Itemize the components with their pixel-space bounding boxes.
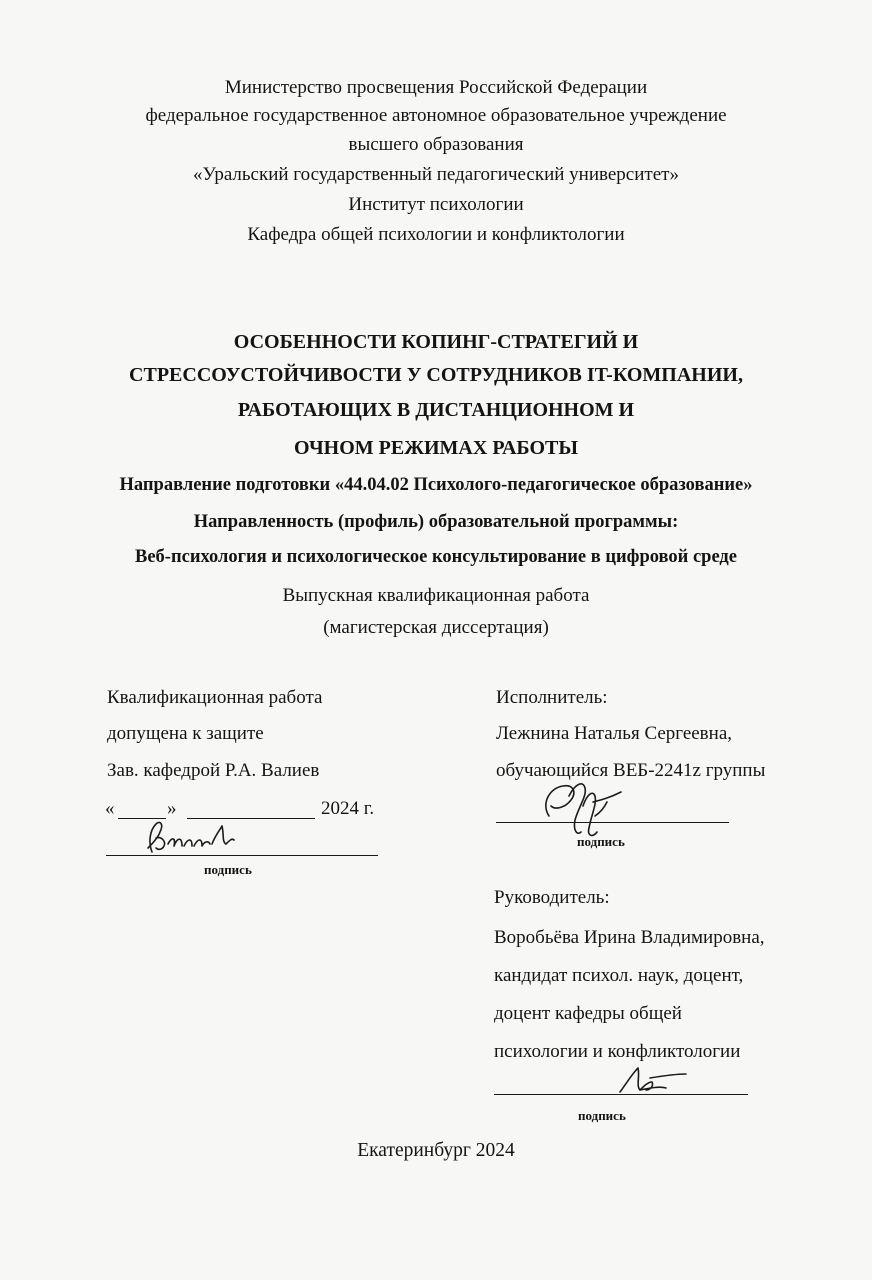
supervisor-position-2: психологии и конфликтологии <box>494 1041 741 1062</box>
supervisor-label: Руководитель: <box>494 887 610 908</box>
executor-name: Лежнина Наталья Сергеевна, <box>496 723 733 744</box>
department-line: Кафедра общей психологии и конфликтологии <box>247 224 625 245</box>
education-level-line: высшего образования <box>348 134 524 155</box>
date-close-quote: » <box>167 798 177 819</box>
head-signature-caption: подпись <box>204 862 252 877</box>
supervisor-signature-line <box>494 1094 748 1095</box>
institution-type-line: федеральное государственное автономное образовательное учреждение <box>145 105 727 126</box>
executor-signature-caption: подпись <box>577 834 625 849</box>
work-type-line-2: (магистерская диссертация) <box>323 617 549 638</box>
program-direction: Направление подготовки «44.04.02 Психолого-педагогическое образование» <box>119 475 753 495</box>
thesis-title-line-3: РАБОТАЮЩИХ В ДИСТАНЦИОННОМ И <box>237 399 635 421</box>
thesis-title-line-1: ОСОБЕННОСТИ КОПИНГ-СТРАТЕГИЙ И <box>233 331 639 353</box>
admission-line-1: Квалификационная работа <box>107 687 323 708</box>
executor-signature-line <box>496 822 729 823</box>
executor-label: Исполнитель: <box>496 687 608 708</box>
supervisor-name: Воробьёва Ирина Владимировна, <box>494 927 765 948</box>
admission-head: Зав. кафедрой Р.А. Валиев <box>107 760 320 781</box>
supervisor-degree: кандидат психол. наук, доцент, <box>494 965 744 986</box>
thesis-title-line-2: СТРЕССОУСТОЙЧИВОСТИ У СОТРУДНИКОВ IT-КОМПАНИИ, <box>129 364 743 386</box>
executor-signature-icon <box>535 776 645 842</box>
supervisor-position-1: доцент кафедры общей <box>494 1003 682 1024</box>
executor-group: обучающийся ВЕБ-2241z группы <box>496 760 766 781</box>
work-type-line-1: Выпускная квалификационная работа <box>282 585 590 606</box>
university-line: «Уральский государственный педагогический университет» <box>193 164 679 185</box>
program-profile-name: Веб-психология и психологическое консультирование в цифровой среде <box>134 547 737 567</box>
date-open-quote: « <box>105 798 115 819</box>
supervisor-signature-icon <box>610 1060 700 1098</box>
head-signature-line <box>106 855 378 856</box>
supervisor-signature-caption: подпись <box>578 1108 626 1123</box>
thesis-title-line-4: ОЧНОМ РЕЖИМАХ РАБОТЫ <box>293 437 579 459</box>
program-profile-label: Направленность (профиль) образовательной программы: <box>193 512 679 532</box>
institute-line: Институт психологии <box>348 194 524 215</box>
head-signature-icon <box>140 816 270 860</box>
ministry-line: Министерство просвещения Российской Федерации <box>224 77 648 98</box>
city-year: Екатеринбург 2024 <box>357 1140 515 1161</box>
admission-line-2: допущена к защите <box>107 723 264 744</box>
date-year: 2024 г. <box>321 798 375 819</box>
